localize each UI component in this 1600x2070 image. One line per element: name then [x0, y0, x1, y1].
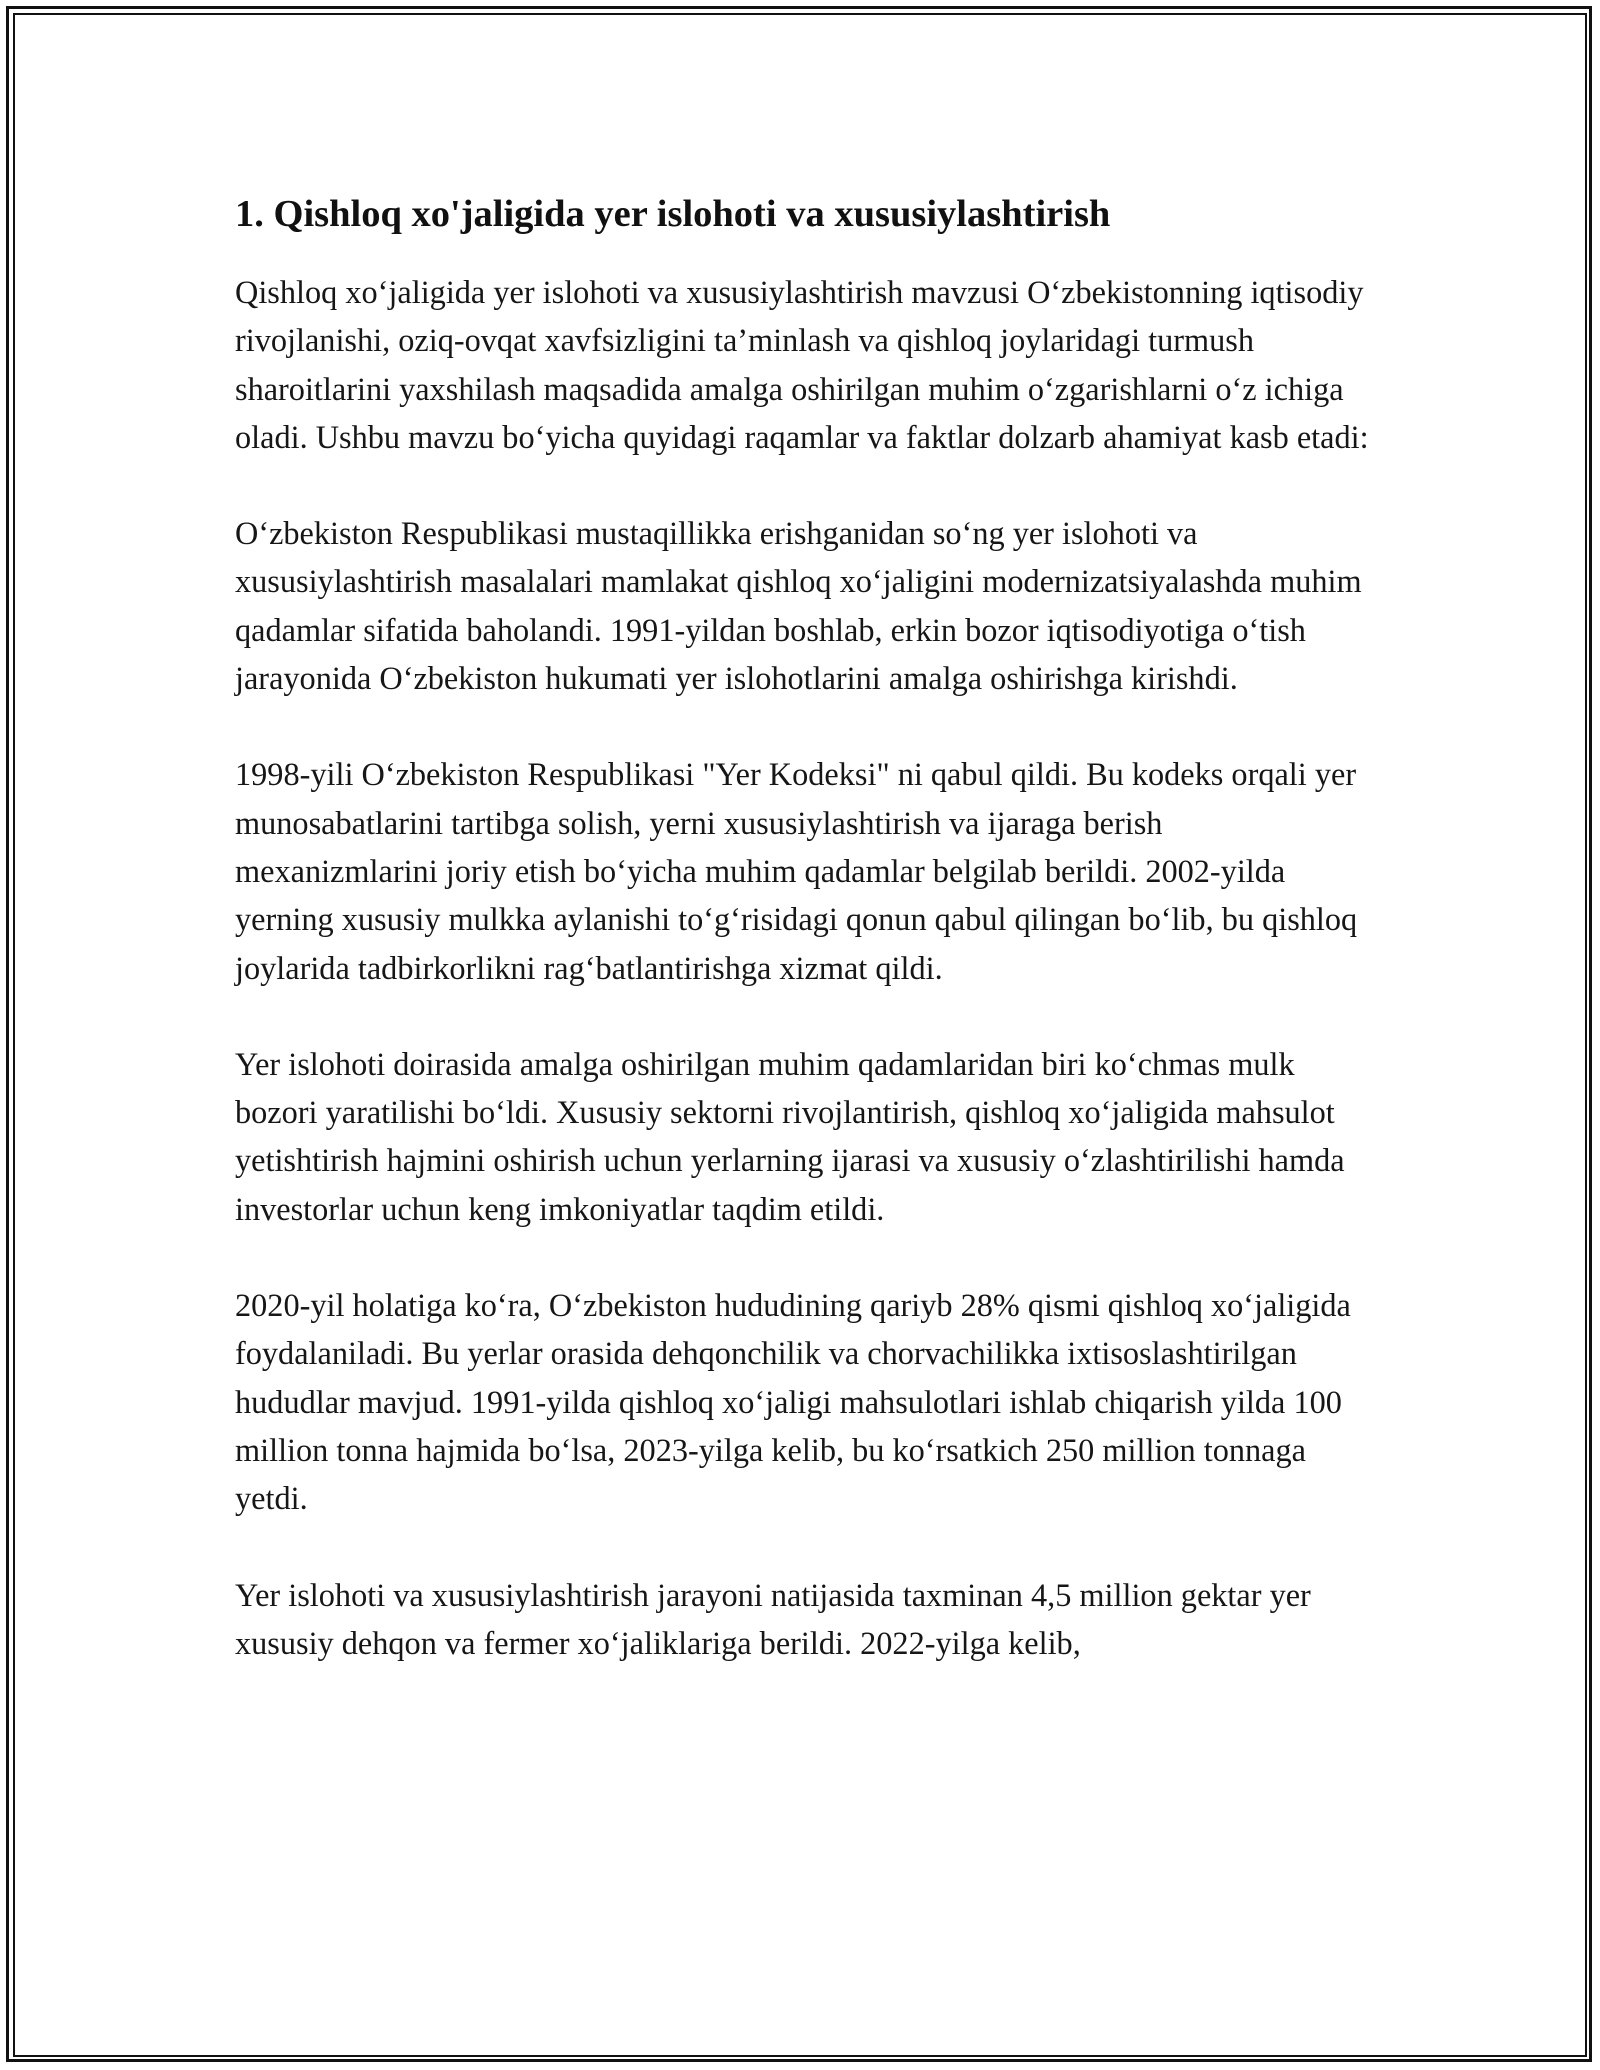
- document-body: [235, 186, 1370, 1715]
- paragraph-land-code: 1998-yili O‘zbekiston Respublikasi "Yer Kodeksi" ni qabul qildi. Bu kodeks orqali yer munosabatlarini tartibga solish, yerni xususiylashtirish va ijaraga berish mexanizmlarini joriy etish bo‘yicha muhim qadamlar belgilab berildi. 2002-yilda yerning xususiy mulkka aylanishi to‘g‘risidagi qonun qabul qilingan bo‘lib, bu qishloq joylarida tadbirkorlikni rag‘batlantirishga xizmat qildi.: [235, 756, 1358, 986]
- paragraph-privatization-results: Yer islohoti va xususiylashtirish jarayoni natijasida taxminan 4,5 million gektar yer xususiy dehqon va fermer xo‘jaliklariga berildi. 2022-yilga kelib,: [235, 1576, 1311, 1661]
- paragraph-statistics-2020: 2020-yil holatiga ko‘ra, O‘zbekiston hududining qariyb 28% qismi qishloq xo‘jaligida foydalaniladi. Bu yerlar orasida dehqonchilik va chorvachilikka ixtisoslashtirilgan hududlar mavjud. 1991-yilda qishloq xo‘jaligi mahsulotlari ishlab chiqarish yilda 100 million tonna hajmida bo‘lsa, 2023-yilga kelib, bu ko‘rsatkich 250 million tonnaga yetdi.: [235, 1287, 1351, 1517]
- paragraph-intro: Qishloq xo‘jaligida yer islohoti va xususiylashtirish mavzusi O‘zbekistonning iqtisodiy rivojlanishi, oziq-ovqat xavfsizligini ta’minlash va qishloq joylaridagi turmush sharoitlarini yaxshilash maqsadida amalga oshirilgan muhim o‘zgarishlarni o‘z ichiga oladi. Ushbu mavzu bo‘yicha quyidagi raqamlar va faktlar dolzarb ahamiyat kasb etadi:: [235, 274, 1369, 455]
- section-heading: 1. Qishloq xo'jaligida yer islohoti va xususiylashtirish: [235, 193, 1111, 235]
- paragraph-independence: O‘zbekiston Respublikasi mustaqillikka erishganidan so‘ng yer islohoti va xususiylashtirish masalalari mamlakat qishloq xo‘jaligini modernizatsiyalashda muhim qadamlar sifatida baholandi. 1991-yildan boshlab, erkin bozor iqtisodiyotiga o‘tish jarayonida O‘zbekiston hukumati yer islohotlarini amalga oshirishga kirishdi.: [235, 515, 1362, 697]
- paragraph-real-estate-market: Yer islohoti doirasida amalga oshirilgan muhim qadamlaridan biri ko‘chmas mulk bozori yaratilishi bo‘ldi. Xususiy sektorni rivojlantirish, qishloq xo‘jaligida mahsulot yetishtirish hajmini oshirish uchun yerlarning ijarasi va xususiy o‘zlashtirilishi hamda investorlar uchun keng imkoniyatlar taqdim etildi.: [235, 1045, 1345, 1227]
